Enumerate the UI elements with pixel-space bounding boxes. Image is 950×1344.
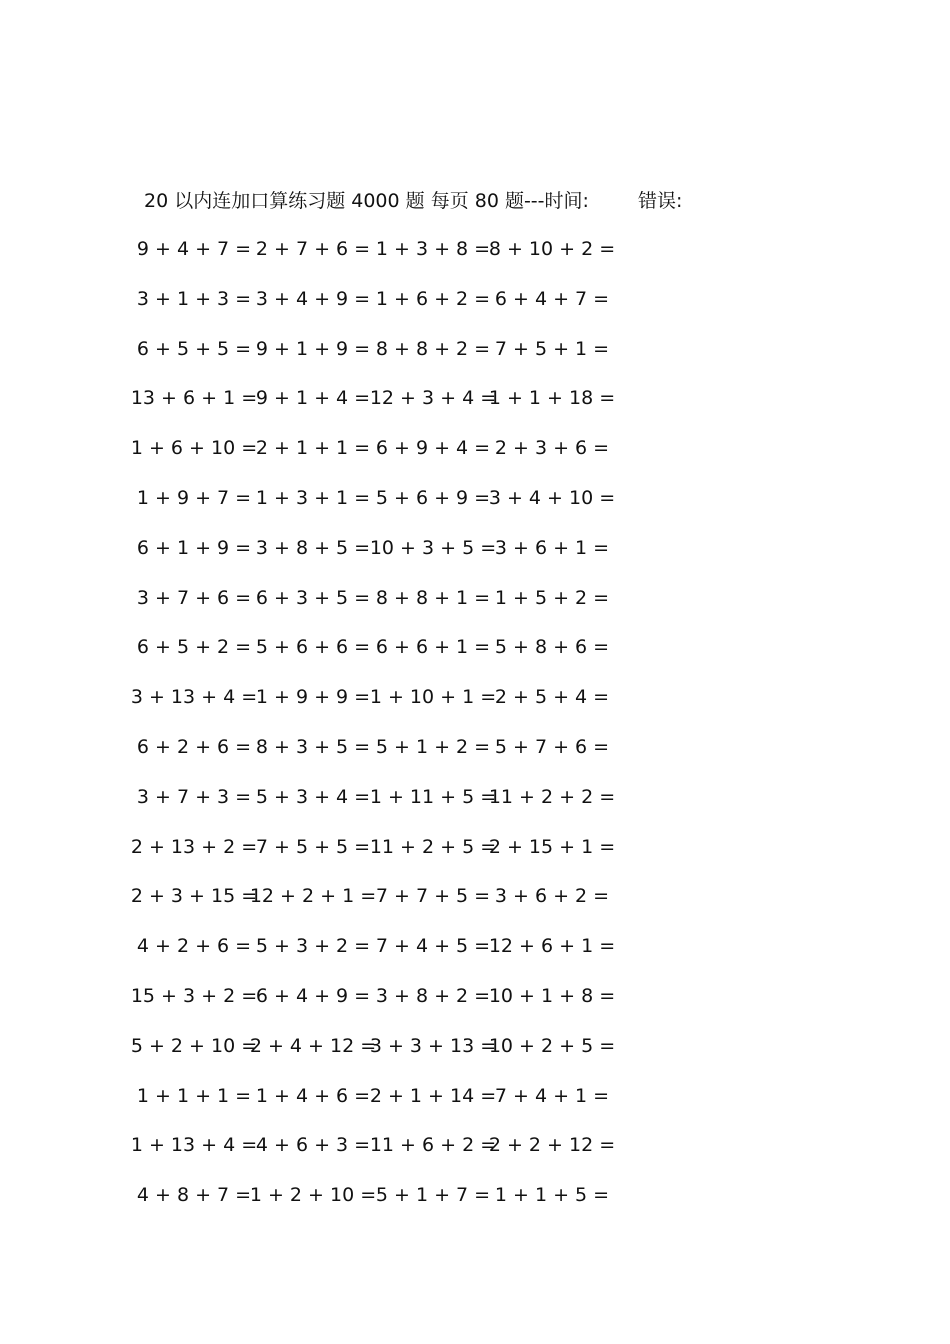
problem-item: 5 + 1 + 2 =: [375, 736, 491, 758]
problem-item: 6 + 6 + 1 =: [375, 636, 491, 659]
problem-item: 3 + 1 + 3 =: [136, 287, 252, 310]
problem-item: 10 + 1 + 8 =: [488, 985, 616, 1007]
problem-item: 1 + 5 + 2 =: [494, 586, 610, 609]
problem-item: 1 + 1 + 5 =: [494, 1184, 610, 1207]
problem-item: 5 + 2 + 10 =: [130, 1034, 258, 1057]
problem-item: 3 + 7 + 3 =: [136, 785, 252, 808]
problem-item: 5 + 7 + 6 =: [494, 736, 610, 758]
problem-item: 1 + 3 + 8 =: [375, 238, 491, 260]
problem-item: 12 + 6 + 1 =: [488, 935, 616, 958]
problem-item: 5 + 6 + 6 =: [255, 636, 371, 659]
problem-item: 3 + 3 + 13 =: [369, 1034, 497, 1057]
problem-item: 2 + 7 + 6 =: [255, 238, 371, 260]
problem-item: 1 + 6 + 10 =: [130, 437, 258, 460]
problem-item: 5 + 1 + 7 =: [375, 1184, 491, 1207]
problem-item: 1 + 6 + 2 =: [375, 287, 491, 310]
problem-item: 12 + 2 + 1 =: [249, 885, 377, 908]
problem-item: 3 + 8 + 2 =: [375, 985, 491, 1007]
problem-item: 6 + 4 + 9 =: [255, 985, 371, 1007]
problem-item: 2 + 2 + 12 =: [488, 1134, 616, 1157]
problem-item: 10 + 2 + 5 =: [488, 1034, 616, 1057]
problem-item: 3 + 6 + 2 =: [494, 885, 610, 908]
problem-item: 1 + 2 + 10 =: [249, 1184, 377, 1207]
problem-item: 7 + 5 + 1 =: [494, 337, 610, 360]
problem-item: 15 + 3 + 2 =: [130, 985, 258, 1007]
problem-item: 3 + 7 + 6 =: [136, 586, 252, 609]
problem-item: 6 + 2 + 6 =: [136, 736, 252, 758]
problem-item: 5 + 8 + 6 =: [494, 636, 610, 659]
problem-item: 1 + 9 + 7 =: [136, 487, 252, 509]
problem-item: 9 + 1 + 9 =: [255, 337, 371, 360]
problem-item: 4 + 6 + 3 =: [255, 1134, 371, 1157]
problem-item: 7 + 4 + 1 =: [494, 1084, 610, 1107]
problem-item: 4 + 2 + 6 =: [136, 935, 252, 958]
problem-item: 12 + 3 + 4 =: [369, 387, 497, 410]
problem-item: 1 + 11 + 5 =: [369, 785, 497, 808]
problem-item: 3 + 4 + 10 =: [488, 487, 616, 509]
problem-item: 1 + 1 + 18 =: [488, 387, 616, 410]
problem-item: 7 + 7 + 5 =: [375, 885, 491, 908]
problem-item: 11 + 6 + 2 =: [369, 1134, 497, 1157]
problem-item: 1 + 13 + 4 =: [130, 1134, 258, 1157]
title-text: 20 以内连加口算练习题 4000 题 每页 80 题---时间:: [144, 190, 589, 212]
errors-label: 错误:: [638, 190, 683, 212]
problem-item: 5 + 6 + 9 =: [375, 487, 491, 509]
problem-item: 11 + 2 + 5 =: [369, 835, 497, 858]
problem-item: 2 + 1 + 1 =: [255, 437, 371, 460]
problem-item: 8 + 8 + 1 =: [375, 586, 491, 609]
problem-item: 7 + 5 + 5 =: [255, 835, 371, 858]
problem-item: 1 + 4 + 6 =: [255, 1084, 371, 1107]
problem-item: 6 + 1 + 9 =: [136, 536, 252, 559]
problem-item: 2 + 3 + 15 =: [130, 885, 258, 908]
problem-item: 1 + 9 + 9 =: [255, 686, 371, 709]
problem-item: 3 + 4 + 9 =: [255, 287, 371, 310]
problem-item: 2 + 1 + 14 =: [369, 1084, 497, 1107]
problem-item: 6 + 4 + 7 =: [494, 287, 610, 310]
problem-item: 9 + 4 + 7 =: [136, 238, 252, 260]
problem-item: 8 + 3 + 5 =: [255, 736, 371, 758]
problem-item: 10 + 3 + 5 =: [369, 536, 497, 559]
problem-item: 8 + 10 + 2 =: [488, 238, 616, 260]
problem-item: 1 + 3 + 1 =: [255, 487, 371, 509]
problem-item: 6 + 5 + 5 =: [136, 337, 252, 360]
problem-item: 9 + 1 + 4 =: [255, 387, 371, 410]
problem-item: 3 + 8 + 5 =: [255, 536, 371, 559]
problem-item: 4 + 8 + 7 =: [136, 1184, 252, 1207]
problem-item: 8 + 8 + 2 =: [375, 337, 491, 360]
problem-item: 2 + 4 + 12 =: [249, 1034, 377, 1057]
problem-item: 1 + 10 + 1 =: [369, 686, 497, 709]
problem-item: 2 + 15 + 1 =: [488, 835, 616, 858]
problem-item: 2 + 3 + 6 =: [494, 437, 610, 460]
problem-item: 6 + 3 + 5 =: [255, 586, 371, 609]
problem-item: 3 + 13 + 4 =: [130, 686, 258, 709]
problem-item: 13 + 6 + 1 =: [130, 387, 258, 410]
problem-item: 5 + 3 + 4 =: [255, 785, 371, 808]
problem-item: 7 + 4 + 5 =: [375, 935, 491, 958]
problem-item: 11 + 2 + 2 =: [488, 785, 616, 808]
problem-item: 2 + 5 + 4 =: [494, 686, 610, 709]
problem-item: 3 + 6 + 1 =: [494, 536, 610, 559]
problem-item: 1 + 1 + 1 =: [136, 1084, 252, 1107]
problem-item: 6 + 9 + 4 =: [375, 437, 491, 460]
problem-item: 2 + 13 + 2 =: [130, 835, 258, 858]
problem-item: 6 + 5 + 2 =: [136, 636, 252, 659]
problem-item: 5 + 3 + 2 =: [255, 935, 371, 958]
